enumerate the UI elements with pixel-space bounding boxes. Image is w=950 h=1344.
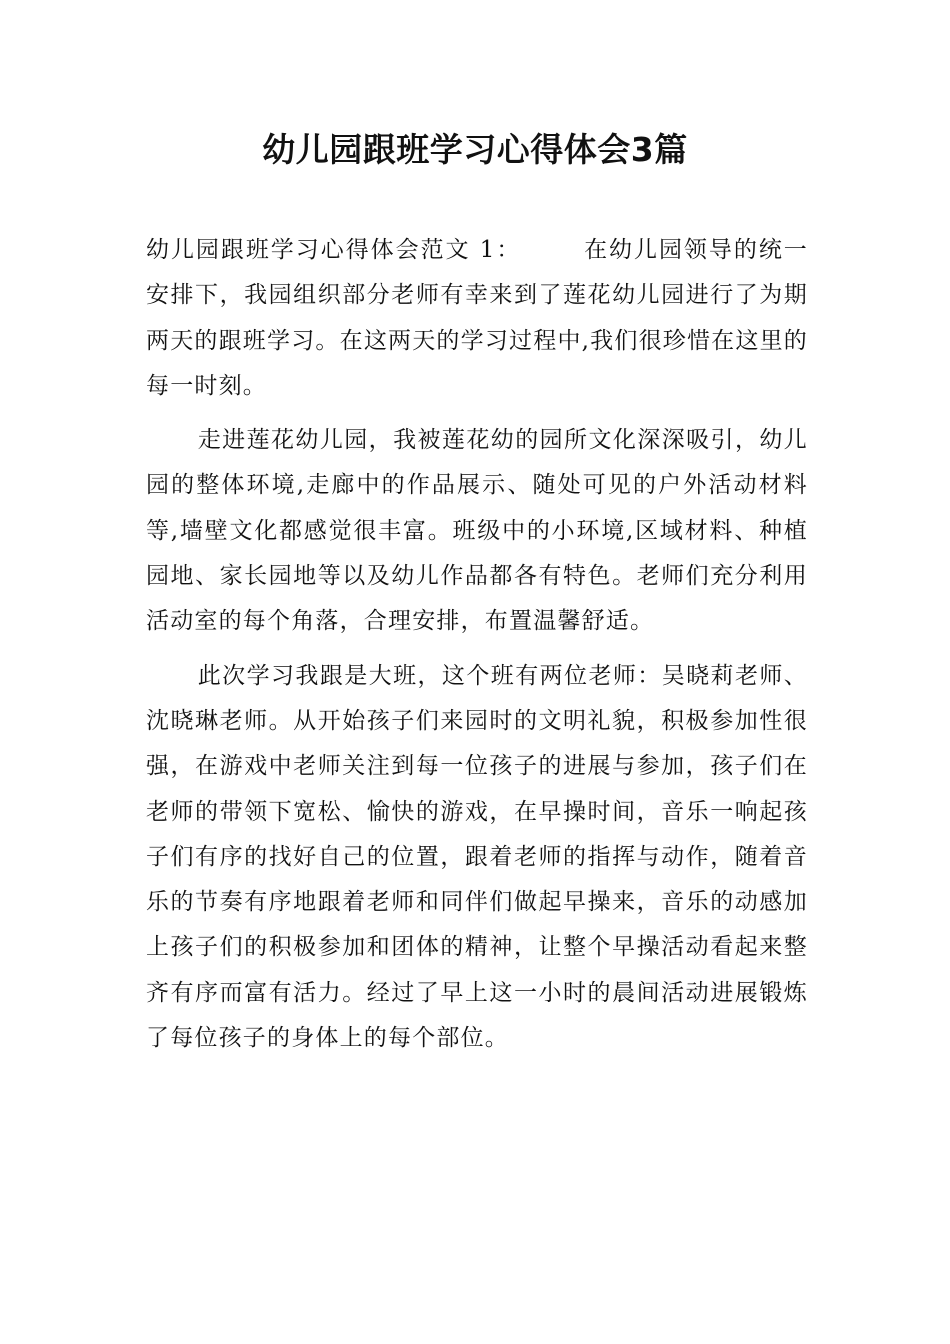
paragraph-2 bbox=[146, 418, 808, 644]
document-body bbox=[146, 228, 808, 1061]
paragraph-3-text: 此次学习我跟是大班，这个班有两位老师：吴晓莉老师、沈晓琳老师。从开始孩子们来园时的文明礼貌，积极参加性很强，在游戏中老师关注到每一位孩子的进展与参加，孩子们在老师的带领下宽松、愉快的游戏，在早操时间，音乐一响起孩子们有序的找好自己的位置，跟着老师的指挥与动作，随着音乐的节奏有序地跟着老师和同伴们做起早操来，音乐的动感加上孩子们的积极参加和团体的精神，让整个早操活动看起来整齐有序而富有活力。经过了早上这一小时的晨间活动进展锻炼了每位孩子的身体上的每个部位。 bbox=[146, 662, 808, 1052]
paragraph-1 bbox=[146, 228, 808, 409]
paragraph-3 bbox=[146, 654, 808, 1062]
document-title: 幼儿园跟班学习心得体会3篇 bbox=[262, 130, 688, 169]
paragraph-2-text: 走进莲花幼儿园，我被莲花幼的园所文化深深吸引，幼儿园的整体环境,走廊中的作品展示、随处可见的户外活动材料等,墙壁文化都感觉很丰富。班级中的小环境,区域材料、种植园地、家长园地等以及幼儿作品都各有特色。老师们充分利用活动室的每个角落，合理安排，布置温馨舒适。 bbox=[146, 427, 808, 635]
paragraph-1-lead: 幼儿园跟班学习心得体会范文 1： bbox=[146, 237, 522, 263]
paragraph-1-text: 在幼儿园领导的统一安排下，我园组织部分老师有幸来到了莲花幼儿园进行了为期两天的跟班学习。在这两天的学习过程中,我们很珍惜在这里的每一时刻。 bbox=[146, 237, 808, 399]
